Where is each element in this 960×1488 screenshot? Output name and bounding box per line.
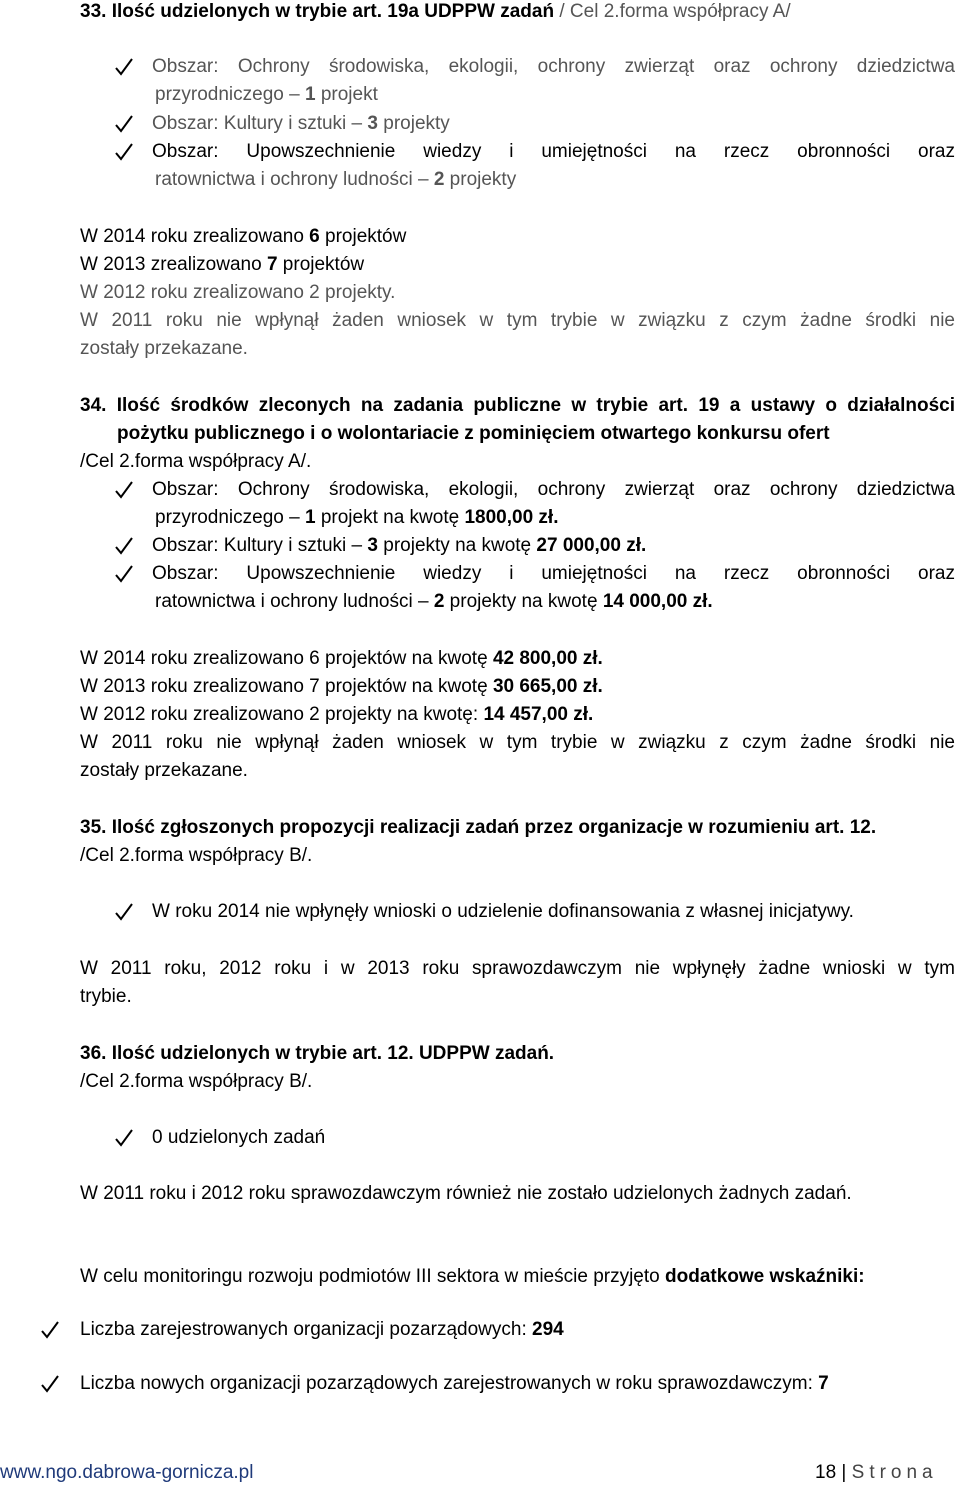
monitoring-intro: W celu monitoringu rozwoju podmiotów III sektora w mieście przyjęto dodatkowe wskaźniki:: [80, 1266, 865, 1287]
footer-page-indicator: [815, 1461, 938, 1485]
s36-bullet1: 0 udzielonych zadań: [152, 1127, 326, 1148]
section-36-heading-line1: 36. Ilość udzielonych w trybie art. 12. UDPPW zadań.: [80, 1043, 555, 1064]
s35-para1-line1: W 2011 roku, 2012 roku i w 2013 roku sprawozdawczym nie wpłynęły żadne wnioski w tym: [80, 958, 955, 979]
monitoring-item-1: Liczba zarejestrowanych organizacji pozarządowych: 294: [80, 1319, 564, 1340]
s35-bullet1: W roku 2014 nie wpłynęły wnioski o udzielenie dofinansowania z własnej inicjatywy.: [152, 901, 854, 922]
checkmark-icon: [114, 1127, 134, 1149]
s34-bullet3-line2: ratownictwa i ochrony ludności – 2 projekty na kwotę 14 000,00 zł.: [155, 591, 713, 612]
s34-para2: W 2013 roku zrealizowano 7 projektów na kwotę 30 665,00 zł.: [80, 676, 603, 697]
section-35-heading-line2: /Cel 2.forma współpracy B/.: [80, 845, 313, 866]
s34-bullet1-line2: przyrodniczego – 1 projekt na kwotę 1800,00 zł.: [155, 507, 559, 528]
monitoring-item-2: Liczba nowych organizacji pozarządowych zarejestrowanych w roku sprawozdawczym: 7: [80, 1373, 829, 1394]
checkmark-icon: [114, 535, 134, 557]
s34-bullet2: Obszar: Kultury i sztuki – 3 projekty na kwotę 27 000,00 zł.: [152, 535, 647, 556]
section-34-heading-line2: pożytku publicznego i o wolontariacie z pominięciem otwartego konkursu ofert: [117, 423, 830, 444]
s33-para4-line2: zostały przekazane.: [80, 338, 248, 359]
checkmark-icon: [114, 56, 134, 78]
section-34-heading-line1: 34. Ilość środków zleconych na zadania publiczne w trybie art. 19 a ustawy o działalności: [80, 395, 955, 416]
footer-url-link[interactable]: www.ngo.dabrowa-gornicza.pl: [0, 1462, 254, 1483]
checkmark-icon: [114, 563, 134, 585]
checkmark-icon: [114, 141, 134, 163]
s34-bullet1-line1: Obszar: Ochrony środowiska, ekologii, ochrony zwierząt oraz ochrony dziedzictwa: [152, 479, 955, 500]
s36-para1: W 2011 roku i 2012 roku sprawozdawczym również nie zostało udzielonych żadnych zadań.: [80, 1183, 852, 1204]
s34-bullet3-line1: Obszar: Upowszechnienie wiedzy i umiejętności na rzecz obronności oraz: [152, 563, 955, 584]
page-number: 18: [815, 1462, 837, 1483]
section-36-heading-line2: /Cel 2.forma współpracy B/.: [80, 1071, 313, 1092]
s35-para1-line2: trybie.: [80, 986, 132, 1007]
s33-bullet1-line2: przyrodniczego – 1 projekt: [155, 84, 378, 105]
section-34-heading-line3: /Cel 2.forma współpracy A/.: [80, 451, 312, 472]
checkmark-icon: [114, 479, 134, 501]
s34-para4-line1: W 2011 roku nie wpłynął żaden wniosek w tym trybie w związku z czym żadne środki nie: [80, 732, 955, 753]
s33-para3: W 2012 roku zrealizowano 2 projekty.: [80, 282, 396, 303]
checkmark-icon: [114, 901, 134, 923]
s33-para1: W 2014 roku zrealizowano 6 projektów: [80, 226, 407, 247]
checkmark-icon: [40, 1319, 60, 1341]
checkmark-icon: [114, 113, 134, 135]
s33-para4-line1: W 2011 roku nie wpłynął żaden wniosek w tym trybie w związku z czym żadne środki nie: [80, 310, 955, 331]
page-word: Strona: [851, 1462, 938, 1483]
s34-para1: W 2014 roku zrealizowano 6 projektów na kwotę 42 800,00 zł.: [80, 648, 603, 669]
section-35-heading-line1: 35. Ilość zgłoszonych propozycji realizacji zadań przez organizacje w rozumieniu art. 12.: [80, 817, 877, 838]
page-separator: |: [841, 1462, 847, 1483]
s34-para3: W 2012 roku zrealizowano 2 projekty na kwotę: 14 457,00 zł.: [80, 704, 594, 725]
s33-bullet1-line1: Obszar: Ochrony środowiska, ekologii, ochrony zwierząt oraz ochrony dziedzictwa: [152, 56, 955, 77]
s34-para4-line2: zostały przekazane.: [80, 760, 248, 781]
s33-bullet3-line2: ratownictwa i ochrony ludności – 2 projekty: [155, 169, 517, 190]
s33-bullet3-line1: Obszar: Upowszechnienie wiedzy i umiejętności na rzecz obronności oraz: [152, 141, 955, 162]
section-33-heading: 33. Ilość udzielonych w trybie art. 19a UDPPW zadań / Cel 2.forma współpracy A/: [80, 1, 791, 22]
checkmark-icon: [40, 1373, 60, 1395]
s33-bullet2: Obszar: Kultury i sztuki – 3 projekty: [152, 113, 450, 134]
s33-para2: W 2013 zrealizowano 7 projektów: [80, 254, 365, 275]
